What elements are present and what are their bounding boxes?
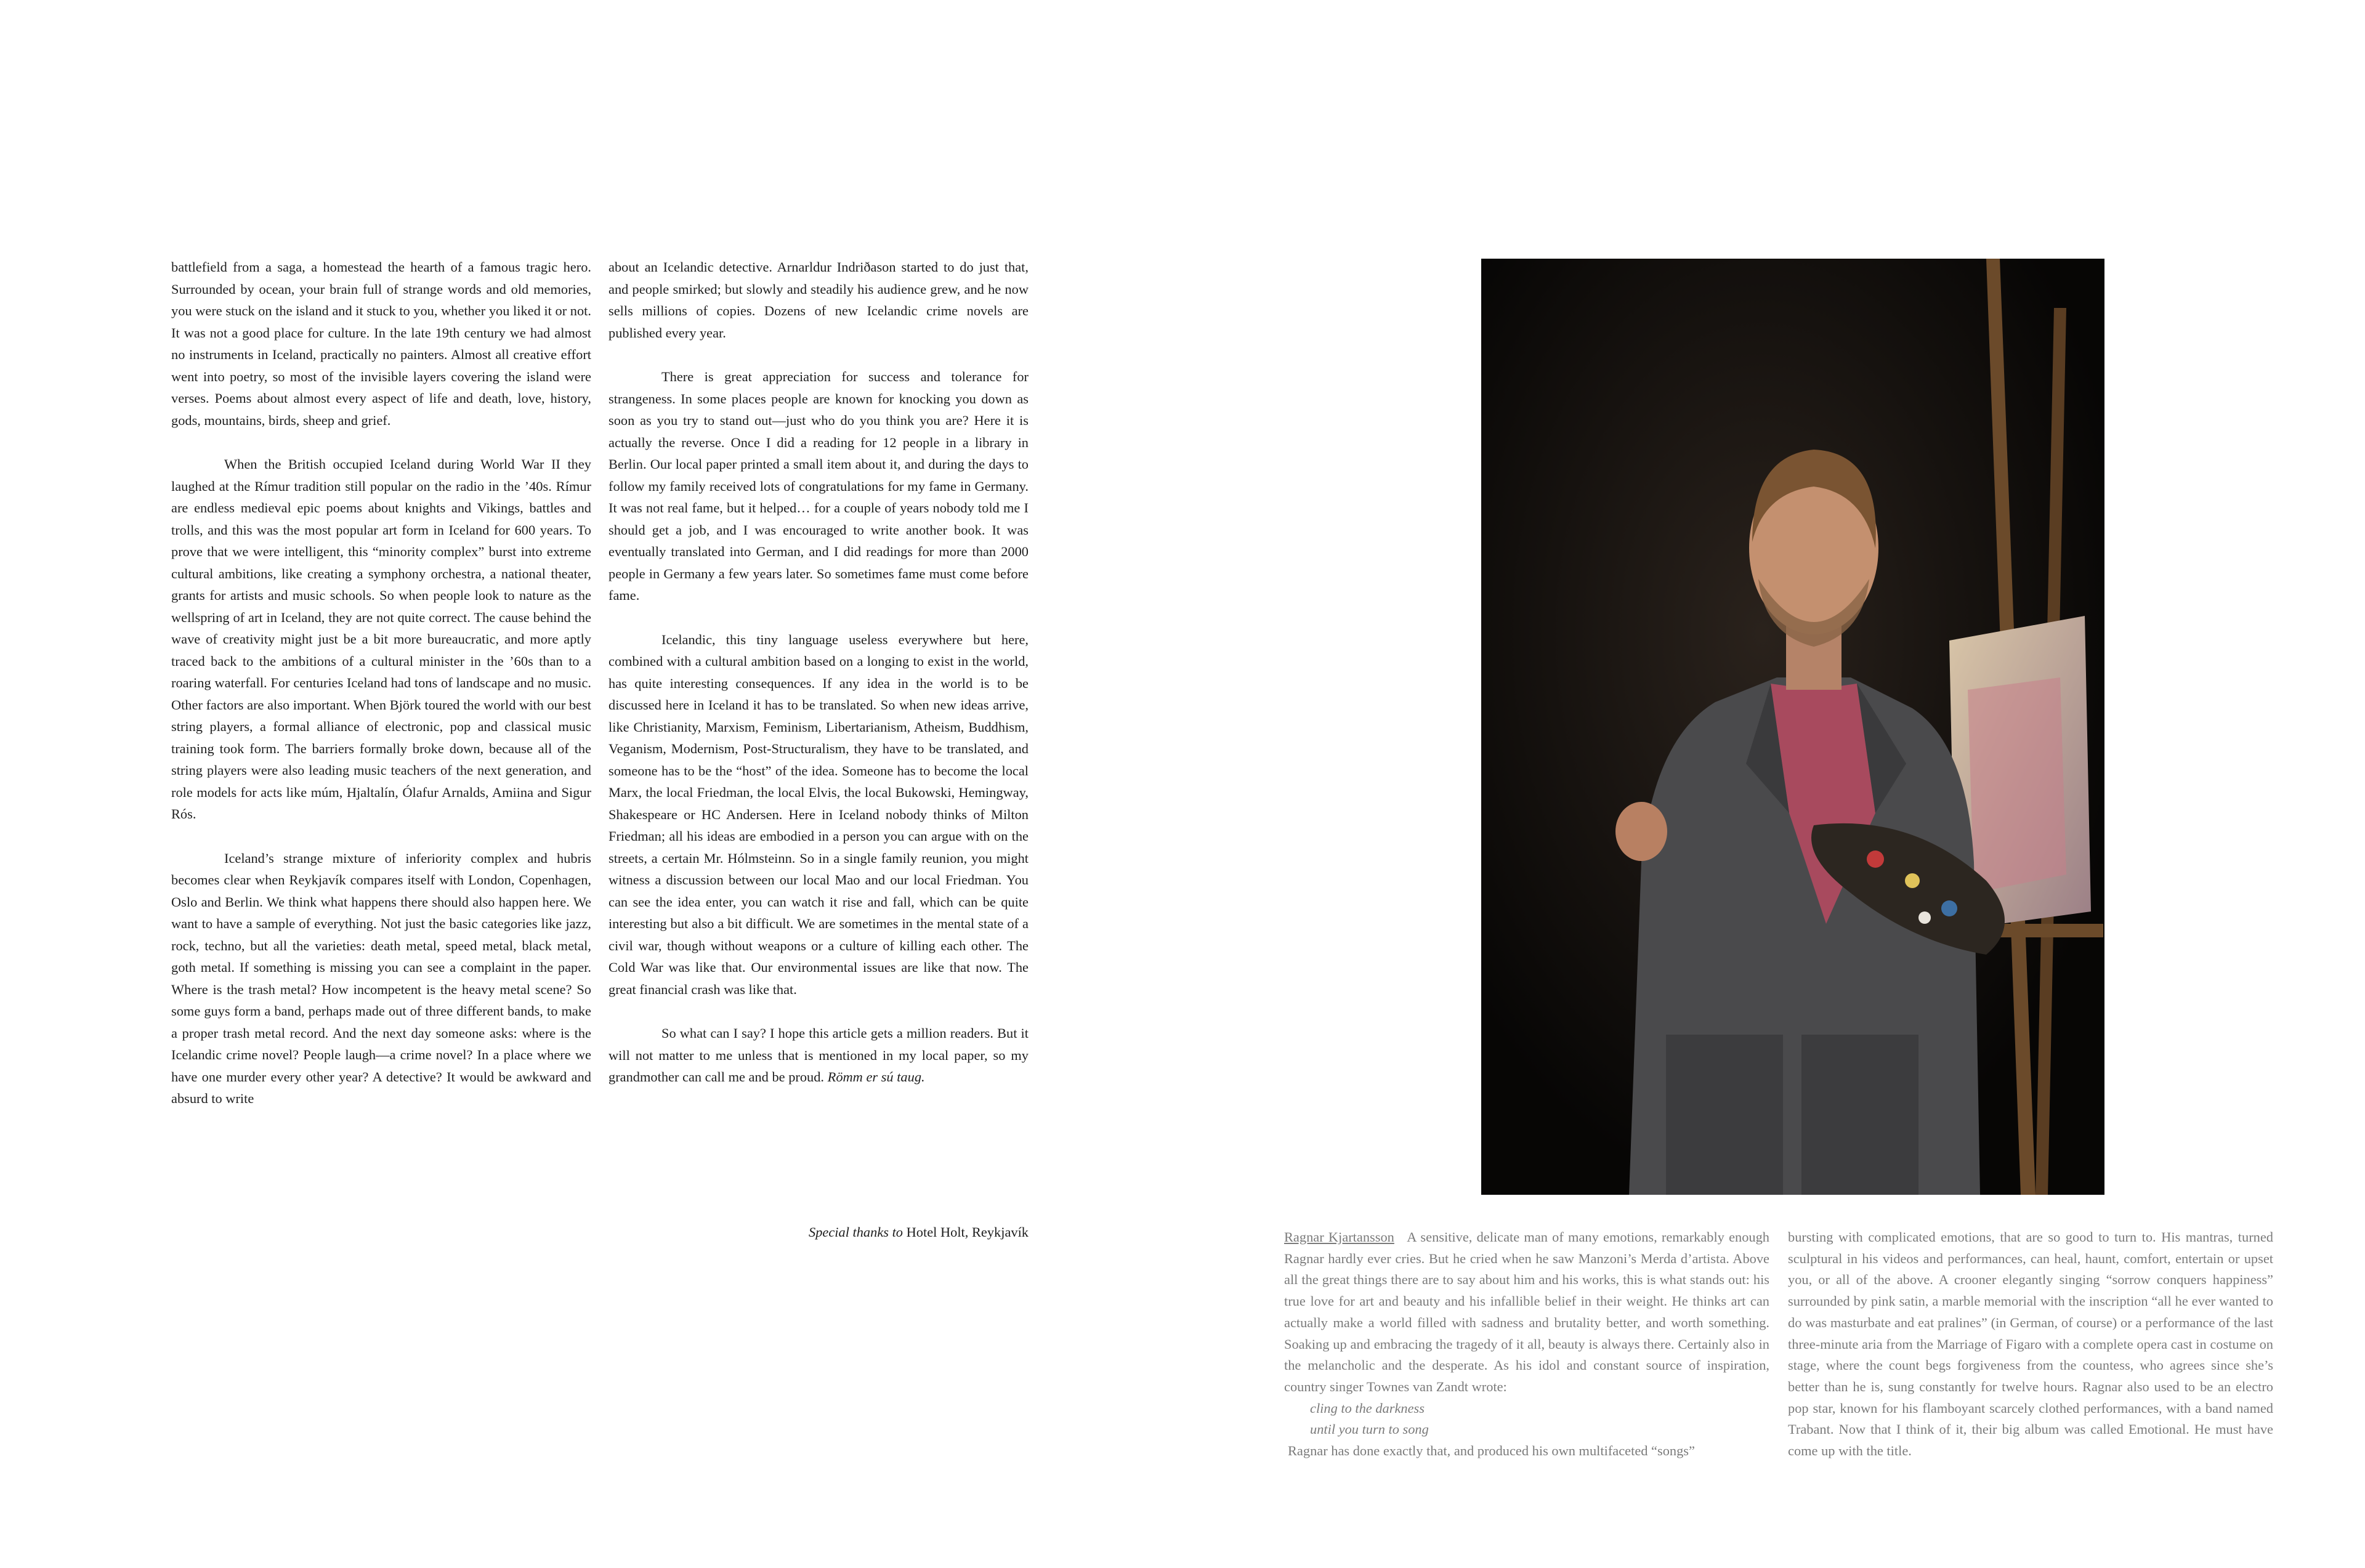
photo-caption-column-1	[1284, 1227, 1769, 1462]
special-thanks	[739, 1221, 1029, 1243]
article-paragraph: about an Icelandic detective. Arnarldur Indriðason started to do just that, and people smirked; but slowly and steadily his audience grew, and he now sells millions of copies. Dozens of new Icelandic crime novels are published every year.	[608, 259, 1029, 341]
article-column-2	[608, 256, 1029, 1088]
article-paragraph: When the British occupied Iceland during World War II they laughed at the Rímur tradition still popular on the radio in the ’40s. Rímur are endless medieval epic poems about knights and Vikings, battles and trolls, and this was the most popular art form in Iceland for 600 years. To prove that we were intelligent, this “minority complex” burst into extreme cultural ambitions, like creating a symphony orchestra, a national theater, grants for artists and music schools. So when people look to nature as the wellspring of art in Iceland, they are not quite correct. The cause behind the wave of creativity might just be a bit more bureaucratic, and more aptly traced back to the ambitions of a cultural minister in the ’60s than to a roaring waterfall. For centuries Iceland had tons of landscape and no music. Other factors are also important. When Björk toured the world with our best string players, a formal alliance of electronic, pop and classical music training took form. The barriers formally broke down, because all of the string players were also leading music teachers of the next generation, and role models for acts like múm, Hjaltalín, Ólafur Arnalds, Amiina and Sigur Rós.	[171, 456, 591, 822]
photo-caption-column-2	[1788, 1227, 2273, 1462]
caption-text: A sensitive, delicate man of many emotions, remarkably enough Ragnar hardly ever cries. But he cried when he saw Manzoni’s Merda d’artista. Above all the great things there are to say about him and his works, this is what stands out: his true love for art and beauty and his infallible belief in their weight. He thinks art can actually make a world filled with sadness and brutality better, and worth something. Soaking up and embracing the tragedy of it all, beauty is always there. Certainly also in the melancholic and the desperate. As his idol and constant source of inspiration, country singer Townes van Zandt wrote:	[1284, 1229, 1769, 1394]
portrait-illustration	[1481, 259, 2104, 1195]
lyric-line: cling to the darkness	[1310, 1400, 1425, 1416]
caption-paragraph: Ragnar has done exactly that, and produced his own multifaceted “songs”	[1288, 1443, 1695, 1459]
article-paragraph: battlefield from a saga, a homestead the hearth of a famous tragic hero. Surrounded by ocean, your brain full of strange words and old memories, you were stuck on the island and it stuck to you, whether you liked it or not. It was not a good place for culture. In the late 19th century we had almost no instruments in Iceland, practically no painters. Almost all creative effort went into poetry, so most of the invisible layers covering the island were verses. Poems about almost every aspect of life and death, love, history, gods, mountains, birds, sheep and grief.	[171, 259, 591, 428]
final-paragraph-text: So what can I say? I hope this article gets a million readers. But it will not matter to me unless that is mentioned in my local paper, so my grandmother can call me and be proud.	[608, 1025, 1029, 1085]
article-column-1	[171, 256, 591, 1110]
thanks-name: Hotel Holt, Reykjavík	[906, 1224, 1029, 1240]
thanks-prefix: Special thanks to	[809, 1224, 903, 1240]
article-paragraph: There is great appreciation for success and tolerance for strangeness. In some places people are known for knocking you down as soon as you try to stand out—just who do you think you are? Here it is actually the reverse. Once I did a reading for 12 people in a library in Berlin. Our local paper printed a small item about it, and during the days to follow my family received lots of congratulations for my fame in Germany. It was not real fame, but it helped… for a couple of years nobody told me I should get a job, and I was encouraged to write another book. It was eventually translated into German, and I did readings for more than 2000 people in Germany a few years later. So sometimes fame must come before fame.	[608, 369, 1029, 603]
left-hand	[1615, 802, 1667, 861]
photo-subject-name: Ragnar Kjartansson	[1284, 1229, 1394, 1245]
closing-phrase: Römm er sú taug.	[827, 1069, 925, 1085]
article-paragraph-final	[608, 1022, 1029, 1088]
portrait-photo	[1481, 259, 2104, 1195]
caption-paragraph: bursting with complicated emotions, that are so good to turn to. His mantras, turned sculptural in his videos and performances, can heal, haunt, comfort, entertain or upset you, or all of the above. A crooner elegantly singing “sorrow conquers happiness” surrounded by pink satin, a marble memorial with the inscription “all he ever wanted to do was masturbate and eat pralines” (in German, of course) or a performance of the last three-minute aria from the Marriage of Figaro with a complete opera cast in costume on stage, where the count begs forgiveness from the countess, who agrees since she’s better than he is, sung constantly for twelve hours. Ragnar also used to be an electro pop star, known for his flamboyant scarcely clothed performances, with a band named Trabant. Now that I think of it, their big album was called Emotional. He must have come up with the title.	[1788, 1229, 2273, 1459]
quoted-lyrics	[1284, 1398, 1769, 1441]
lyric-line: until you turn to song	[1310, 1421, 1429, 1437]
article-paragraph: Icelandic, this tiny language useless everywhere but here, combined with a cultural ambition based on a longing to exist in the world, has quite interesting consequences. If any idea in the world is to be discussed here in Iceland it has to be translated. So when new ideas arrive, like Christianity, Marxism, Feminism, Libertarianism, Atheism, Buddhism, Veganism, Modernism, Post-Structuralism, they have to be translated, and someone has to be the “host” of the idea. Someone has to become the local Marx, the local Friedman, the local Elvis, the local Bukowski, Hemingway, Shakespeare or HC Andersen. Here in Iceland nobody thinks of Milton Friedman; all his ideas are embodied in a person you can argue with on the streets, a certain Mr. Hólmsteinn. So in a single family reunion, you might witness a discussion between our local Mao and our local Friedman. You can see the idea enter, you can watch it rise and fall, which can be quite interesting but also a bit difficult. We are sometimes in the mental state of a civil war, though without weapons or a culture of killing each other. The Cold War was like that. Our environmental issues are like that now. The great financial crash was like that.	[608, 631, 1029, 997]
caption-paragraph	[1284, 1227, 1769, 1398]
article-paragraph: Iceland’s strange mixture of inferiority complex and hubris becomes clear when Reykjavík compares itself with London, Copenhagen, Oslo and Berlin. We think what happens there should also happen here. We want to have a sample of everything. Not just the basic categories like jazz, rock, techno, but all the varieties: death metal, speed metal, black metal, goth metal. If something is missing you can see a complaint in the paper. Where is the trash metal? How incompetent is the heavy metal scene? So some guys form a band, perhaps made out of three different bands, to make a proper trash metal record. And the next day someone asks: where is the Icelandic crime novel? People laugh—a crime novel? In a place where we have one murder every other year? A detective? It would be awkward and absurd to write	[171, 850, 591, 1106]
